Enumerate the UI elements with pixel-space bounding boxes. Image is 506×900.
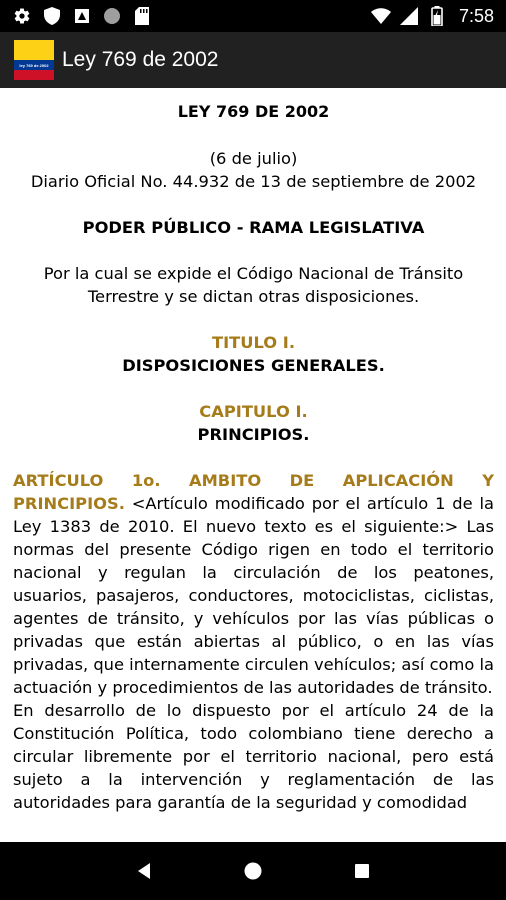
home-icon[interactable] — [233, 851, 273, 891]
shield-icon — [42, 6, 62, 26]
flag-text: ley 769 de 2002 — [14, 60, 54, 70]
law-date: (6 de julio) — [209, 149, 298, 168]
article-heading: ARTÍCULO 1o. AMBITO DE APLICACIÓN Y PRINCIPIOS. — [13, 471, 494, 513]
battery-icon — [427, 6, 447, 26]
law-title: LEY 769 DE 2002 — [177, 102, 330, 121]
poder-publico-heading: PODER PÚBLICO - RAMA LEGISLATIVA — [82, 218, 425, 237]
subject-line-2: Terrestre y se dictan otras disposiciones. — [87, 287, 420, 306]
article-body: <Artículo modificado por el artículo 1 de la Ley 1383 de 2010. El nuevo texto es el siguiente:> Las normas del presente Código rigen en todo el territorio nacional y regulan la circulación de los peatones, usuarios, pasajeros, conductores, motociclistas, ciclistas, agentes de tránsito, y vehículos por las vías públicas o privadas que están abiertas al público, o en las vías privadas, que internamente circulen vehículos; así como la actuación y procedimientos de las autoridades de tránsito. — [13, 494, 494, 697]
document-content[interactable] — [0, 88, 506, 842]
status-bar — [0, 0, 506, 32]
article-1 — [13, 469, 494, 699]
status-left-icons — [12, 6, 152, 26]
app-title: Ley 769 de 2002 — [62, 48, 219, 71]
app-icon — [72, 6, 92, 26]
diario-oficial: Diario Oficial No. 44.932 de 13 de septiembre de 2002 — [30, 172, 477, 191]
sd-card-icon — [132, 6, 152, 26]
titulo-label: TITULO I. — [211, 333, 296, 352]
gear-icon — [12, 6, 32, 26]
colombia-flag-icon — [14, 40, 54, 80]
signal-icon — [399, 6, 419, 26]
app-bar — [0, 32, 506, 88]
recents-icon[interactable] — [342, 851, 382, 891]
titulo-name: DISPOSICIONES GENERALES. — [122, 356, 385, 375]
status-time: 7:58 — [458, 5, 494, 26]
back-icon[interactable] — [124, 851, 164, 891]
wifi-icon — [371, 6, 391, 26]
navigation-bar — [0, 842, 506, 900]
capitulo-label: CAPITULO I. — [199, 402, 308, 421]
capitulo-name: PRINCIPIOS. — [197, 425, 310, 444]
circle-icon — [102, 6, 122, 26]
paragraph-2: En desarrollo de lo dispuesto por el artículo 24 de la Constitución Política, todo colombiano tiene derecho a circular libremente por el territorio nacional, pero está sujeto a la intervención y reglamentación de las autoridades para garantía de la seguridad y comodidad — [13, 701, 494, 812]
status-right-icons — [371, 6, 494, 27]
subject-line-1: Por la cual se expide el Código Nacional de Tránsito — [43, 264, 464, 283]
